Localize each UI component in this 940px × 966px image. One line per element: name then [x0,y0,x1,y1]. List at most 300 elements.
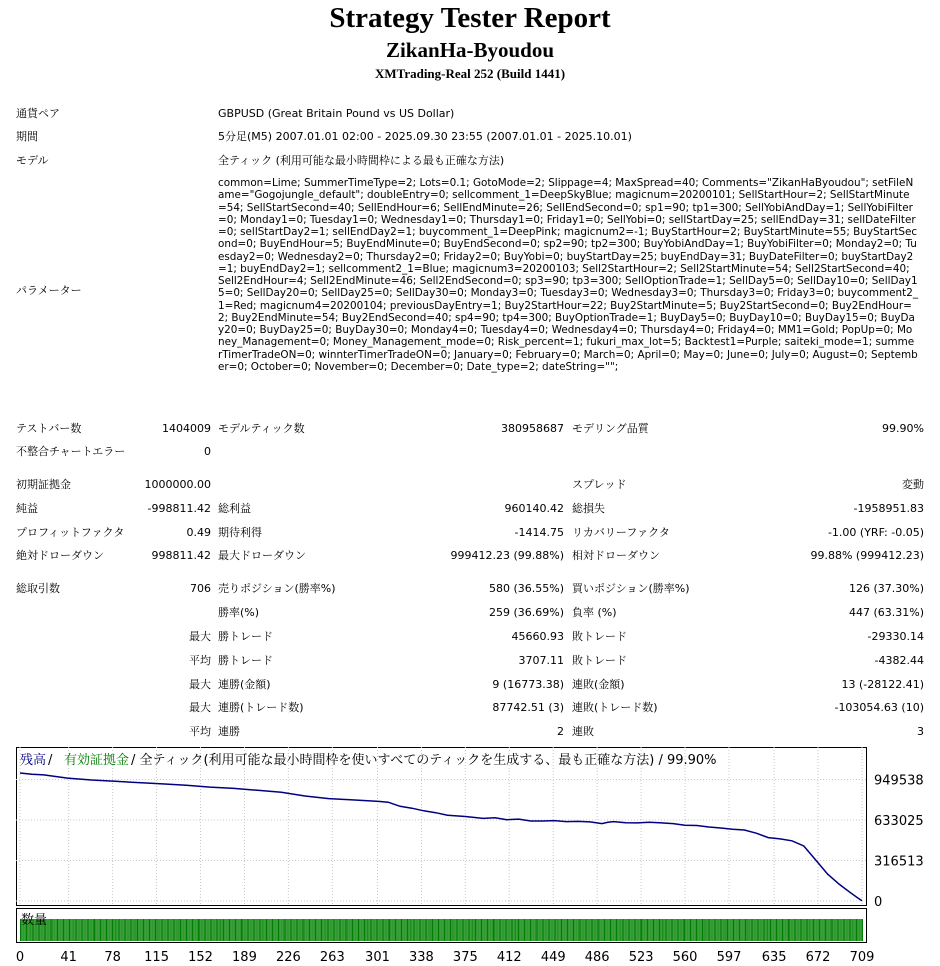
volume-bar [639,919,640,941]
volume-bar [364,919,365,941]
volume-bar [845,919,846,941]
volume-bar [584,919,585,941]
volume-bar [326,919,327,941]
volume-bar [575,919,576,941]
volume-bar [566,919,567,941]
volume-bar [559,919,560,941]
volume-bar [100,919,101,941]
volume-bar [248,919,249,941]
mismatch-label: 不整合チャートエラー [16,445,126,458]
volume-bar [824,919,825,941]
volume-bar [525,919,526,941]
volume-bar [230,919,231,941]
volume-bar [177,919,178,941]
volume-bar [95,919,96,941]
volume-bar [143,919,144,941]
volume-bar [523,919,524,941]
volume-bar [849,919,850,941]
volume-bar [81,919,82,941]
parameters-value: common=Lime; SummerTimeType=2; Lots=0.1; GotoMode=2; Slippage=4; MaxSpread=40; Comments="ZikanHaByoudou"; setFileName="Gogojungle_default"; doubleEntry=0; sellcomment_1=DeepSkyBlue; magicnum=20200101; SellStartHour=2; SellStartMinute=54; SellStartSecond=40; SellEndHour=6; SellEndMinute=26; SellEndSecond=0; sp1=90; tp1=300; SellYobiAndDay=1; SellYobiFilter=0; Monday1=0; Tuesday1=0; Wednesday1=0; Thursday1=0; Friday1=0; SellYobi=0; sellStartDay=25; sellEndDay=31; sellDateFilter=0; sellStartDay2=1; sellEndDay2=1; buycomment_1=DeepPink; magicnum2=-1; BuyStartHour=2; BuyStartMinute=55; BuyStartSecond=0; BuyEndHour=5; BuyEndMinute=0; BuyEndSecond=0; sp2=90; tp2=300; BuyYobiAndDay=1; BuyYobiFilter=0; Monday2=0; Tuesday2=0; Wednesday2=0; Thursday2=0; Friday2=0; BuyYobi=0; buyStartDay=25; buyEndDay=31; BuyDateFilter=0; buyStartDay2=1; buyEndDay2=1; sellcomment2_1=Blue; magicnum3=20200103; Sell2StartHour=2; Sell2StartMinute=54; Sell2StartSecond=40; Sell2EndHour=4; Sell2EndMinute=46; Sell2EndSecond=0; sp3=90; tp3=300; SellOptionTrade=1; SellDay5=0; SellDay10=0; SellDay15=0; SellDay20=0; SellDay25=0; SellDay30=0; Monday3=0; Tuesday3=0; Wednesday3=0; Thursday3=0; Friday3=0; buycomment2_1=Red; magicnum4=20200104; previousDayEntry=1; Buy2StartHour=22; Buy2StartMinute=5; Buy2StartSecond=0; Buy2EndHour=2; Buy2EndMinute=54; Buy2EndSecond=40; sp4=90; tp4=300; BuyOptionTrade=1; BuyDay5=0; BuyDay10=0; BuyDay15=0; BuyDay20=0; BuyDay25=0; BuyDay30=0; Monday4=0; Tuesday4=0; Wednesday4=0; Thursday4=0; Friday4=0; MM1=Gold; PopUp=0; Money_Management=0; Money_Management_mode=0; Risk_percent=1; fukuri_max_lot=5; Backtest1=Purple; saiteki_mode=1; summerTimerTradeON=0; winnterTimerTradeON=0; January=0; February=0; March=0; April=0; May=0; June=0; July=0; August=0; September=0; October=0; November=0; December=0; Date_type=2; dateString=""; [218,177,919,373]
volume-bar [211,919,212,941]
volume-bar [80,919,81,941]
volume-bar [858,919,859,941]
volume-bar [511,919,512,941]
volume-bar [399,919,400,941]
volume-bar [368,919,369,941]
expected-payoff-value: -1414.75 [514,526,564,539]
volume-bar [341,919,342,941]
volume-bar [237,919,238,941]
volume-bar [671,919,672,941]
volume-bar [307,919,308,941]
volume-bar [557,919,558,941]
volume-bar [761,919,762,941]
ticks-label: モデルティック数 [218,422,305,435]
volume-bar [475,919,476,941]
volume-bar [110,919,111,941]
volume-bar [352,919,353,941]
volume-bar [204,919,205,941]
volume-bar [829,919,830,941]
volume-bar [252,919,253,941]
volume-bar [397,919,398,941]
volume-bar [83,919,84,941]
volume-bar [277,919,278,941]
volume-bar [365,919,366,941]
volume-bar [807,919,808,941]
volume-bar [423,919,424,941]
volume-bar [661,919,662,941]
volume-bar [58,919,59,941]
volume-bar [732,919,733,941]
volume-bar [706,919,707,941]
volume-bar [155,919,156,941]
volume-bar [273,919,274,941]
consecutive-wins-money-value: 9 (16773.38) [492,678,564,691]
volume-bar [782,919,783,941]
volume-bar [811,919,812,941]
absolute-drawdown-label: 絶対ドローダウン [16,549,104,562]
volume-bar [463,919,464,941]
volume-bar [267,919,268,941]
volume-bar [266,919,267,941]
volume-bar [694,919,695,941]
volume-bar [604,919,605,941]
volume-bar [173,919,174,941]
volume-bar [132,919,133,941]
average-loss-value: -4382.44 [874,654,924,667]
volume-bar [789,919,790,941]
volume-bar [157,919,158,941]
volume-bar [617,919,618,941]
volume-bar [107,919,108,941]
volume-bar [667,919,668,941]
volume-bar [221,919,222,941]
volume-bar [461,919,462,941]
volume-bar [709,919,710,941]
volume-bar [233,919,234,941]
symbol-value: GBPUSD (Great Britain Pound vs US Dollar) [218,107,455,120]
volume-bar [774,919,775,941]
parameters-label: パラメーター [16,284,82,297]
volume-bar [280,919,281,941]
volume-bar [581,919,582,941]
volume-bar [388,919,389,941]
volume-bar [141,919,142,941]
volume-bar [223,919,224,941]
volume-bar [686,919,687,941]
volume-bar [862,919,863,941]
volume-bar [778,919,779,941]
volume-bar [52,919,53,941]
volume-bar [120,919,121,941]
volume-bar [591,919,592,941]
volume-bar [462,919,463,941]
volume-bar [215,919,216,941]
volume-bar [809,919,810,941]
volume-bar [160,919,161,941]
volume-bar [381,919,382,941]
volume-bar [589,919,590,941]
volume-bar [301,919,302,941]
volume-bar [642,919,643,941]
volume-bar [271,919,272,941]
volume-bar [321,919,322,941]
volume-bar [449,919,450,941]
volume-bar [125,919,126,941]
volume-bar [178,919,179,941]
volume-bar [536,919,537,941]
volume-bar [595,919,596,941]
volume-bar [314,919,315,941]
volume-bar [682,919,683,941]
volume-bar [169,919,170,941]
volume-bar [753,919,754,941]
volume-bar [830,919,831,941]
volume-bar [138,919,139,941]
volume-bar [67,919,68,941]
volume-bar [777,919,778,941]
volume-bar [771,919,772,941]
volume-bar [586,919,587,941]
volume-bar [184,919,185,941]
volume-bar [712,919,713,941]
volume-bar [199,919,200,941]
largest-loss-value: -29330.14 [867,630,924,643]
volume-bar [574,919,575,941]
volume-bar [568,919,569,941]
volume-bar [193,919,194,941]
volume-bar [319,919,320,941]
volume-bar [643,919,644,941]
volume-bar [209,919,210,941]
volume-bar [340,919,341,941]
volume-bar [672,919,673,941]
volume-bar [817,919,818,941]
volume-bar [395,919,396,941]
volume-bar [254,919,255,941]
volume-bar [666,919,667,941]
volume-bar [387,919,388,941]
volume-bar [530,919,531,941]
volume-bar [186,919,187,941]
volume-bar [272,919,273,941]
volume-bar [443,919,444,941]
volume-bar [205,919,206,941]
volume-bar [851,919,852,941]
volume-bar [857,919,858,941]
volume-bar [286,919,287,941]
volume-bar [517,919,518,941]
recovery-factor-label: リカバリーファクタ [572,526,670,539]
gross-profit-value: 960140.42 [504,502,564,515]
volume-bar [630,919,631,941]
volume-bar [427,919,428,941]
x-tick-label: 78 [104,950,121,965]
volume-bar [117,919,118,941]
volume-bar [260,919,261,941]
total-trades-value: 706 [190,582,211,595]
volume-bar [563,919,564,941]
volume-bar [469,919,470,941]
volume-bar [153,919,154,941]
model-label: モデル [16,154,49,167]
volume-bar [503,919,504,941]
x-tick-label: 41 [60,950,77,965]
volume-bar [855,919,856,941]
volume-bar [415,919,416,941]
x-tick-label: 152 [188,950,213,965]
volume-bar [550,919,551,941]
volume-bar [731,919,732,941]
x-tick-label: 0 [16,950,25,965]
volume-bar [540,919,541,941]
volume-bar [758,919,759,941]
volume-bar [673,919,674,941]
volume-bar [833,919,834,941]
consecutive-wins-money-label: 連勝(金額) [218,678,271,691]
volume-bar [298,919,299,941]
volume-bar [534,919,535,941]
volume-bar [74,919,75,941]
volume-bar [852,919,853,941]
volume-bar [515,919,516,941]
volume-bar [331,919,332,941]
volume-bar [577,919,578,941]
volume-bar [602,919,603,941]
volume-bar [313,919,314,941]
maximum-label: 最大 [189,678,211,691]
volume-bar [85,919,86,941]
volume-bar [166,919,167,941]
volume-bar [814,919,815,941]
volume-bar [573,919,574,941]
volume-bar [578,919,579,941]
volume-bar [401,919,402,941]
volume-bar [363,919,364,941]
volume-bar [744,919,745,941]
volume-bar [93,919,94,941]
volume-bar [624,919,625,941]
volume-bar [457,919,458,941]
volume-bar [102,919,103,941]
volume-bar [51,919,52,941]
volume-bar [88,919,89,941]
volume-bar [148,919,149,941]
volume-bar [303,919,304,941]
volume-bar [305,919,306,941]
volume-bar [322,919,323,941]
volume-bar [793,919,794,941]
volume-bar [126,919,127,941]
volume-bar [660,919,661,941]
volume-bar [569,919,570,941]
volume-bar [520,919,521,941]
volume-bar [354,919,355,941]
mismatch-value: 0 [204,445,211,458]
volume-bar [612,919,613,941]
volume-bar [339,919,340,941]
x-tick-label: 301 [365,950,390,965]
volume-bar [592,919,593,941]
volume-bar [676,919,677,941]
volume-bar [92,919,93,941]
volume-bar [479,919,480,941]
volume-bar [124,919,125,941]
server-name: XMTrading-Real 252 (Build 1441) [374,66,566,81]
volume-bar [800,919,801,941]
volume-bar [370,919,371,941]
volume-bar [713,919,714,941]
volume-bar [838,919,839,941]
volume-bar [738,919,739,941]
volume-bar [655,919,656,941]
volume-bar [353,919,354,941]
volume-bar [685,919,686,941]
volume-bar [163,919,164,941]
volume-bar [270,919,271,941]
x-tick-label: 597 [716,950,742,965]
volume-bar [804,919,805,941]
volume-bar [720,919,721,941]
volume-bar [448,919,449,941]
volume-bar [755,919,756,941]
volume-bar [751,919,752,941]
volume-bar [792,919,793,941]
volume-bar [181,919,182,941]
volume-bar [119,919,120,941]
volume-bar [518,919,519,941]
volume-bar [765,919,766,941]
volume-bar [657,919,658,941]
volume-bar [746,919,747,941]
volume-bar [598,919,599,941]
volume-bar [701,919,702,941]
volume-bar [762,919,763,941]
volume-bar [332,919,333,941]
ticks-value: 380958687 [501,422,564,435]
volume-bar [334,919,335,941]
volume-bar [653,919,654,941]
volume-bar [572,919,573,941]
x-tick-label: 523 [628,950,654,965]
volume-bar [208,919,209,941]
volume-bar [590,919,591,941]
volume-bar [311,919,312,941]
x-tick-label: 412 [496,950,522,965]
volume-bar [359,919,360,941]
volume-bar [82,919,83,941]
volume-bar [757,919,758,941]
volume-bar [147,919,148,941]
volume-bar [144,919,145,941]
x-tick-label: 635 [761,950,787,965]
volume-bar [555,919,556,941]
volume-bar [241,919,242,941]
volume-bar [284,919,285,941]
average-cons-losses-value: 3 [917,725,924,738]
volume-bar [491,919,492,941]
volume-bar [841,919,842,941]
volume-bar [438,919,439,941]
volume-bar [460,919,461,941]
consecutive-profit-value: 87742.51 (3) [492,701,564,714]
volume-bar [835,919,836,941]
volume-bar [788,919,789,941]
volume-bar [772,919,773,941]
volume-bar [122,919,123,941]
volume-bar [235,919,236,941]
volume-bar [203,919,204,941]
volume-bar [856,919,857,941]
volume-bar [553,919,554,941]
volume-bar [844,919,845,941]
volume-bar [108,919,109,941]
volume-bar [652,919,653,941]
volume-bar [414,919,415,941]
volume-bar [781,919,782,941]
volume-bar [356,919,357,941]
volume-bar [647,919,648,941]
volume-bar [247,919,248,941]
volume-bar [429,919,430,941]
volume-bar [798,919,799,941]
volume-bar [292,919,293,941]
volume-bar [739,919,740,941]
volume-bar [310,919,311,941]
volume-bar [295,919,296,941]
volume-bar [492,919,493,941]
volume-bar [750,919,751,941]
volume-bar [587,919,588,941]
volume-bar [658,919,659,941]
volume-bar [437,919,438,941]
volume-bar [91,919,92,941]
volume-bar [596,919,597,941]
volume-bar [405,919,406,941]
period-label: 期間 [16,130,38,143]
volume-bar [645,919,646,941]
volume-bar [759,919,760,941]
volume-bar [137,919,138,941]
volume-bar [651,919,652,941]
volume-bar [50,919,51,941]
volume-bar [259,919,260,941]
volume-bar [264,919,265,941]
volume-bar [741,919,742,941]
x-tick-label: 115 [144,950,169,965]
volume-bar [383,919,384,941]
